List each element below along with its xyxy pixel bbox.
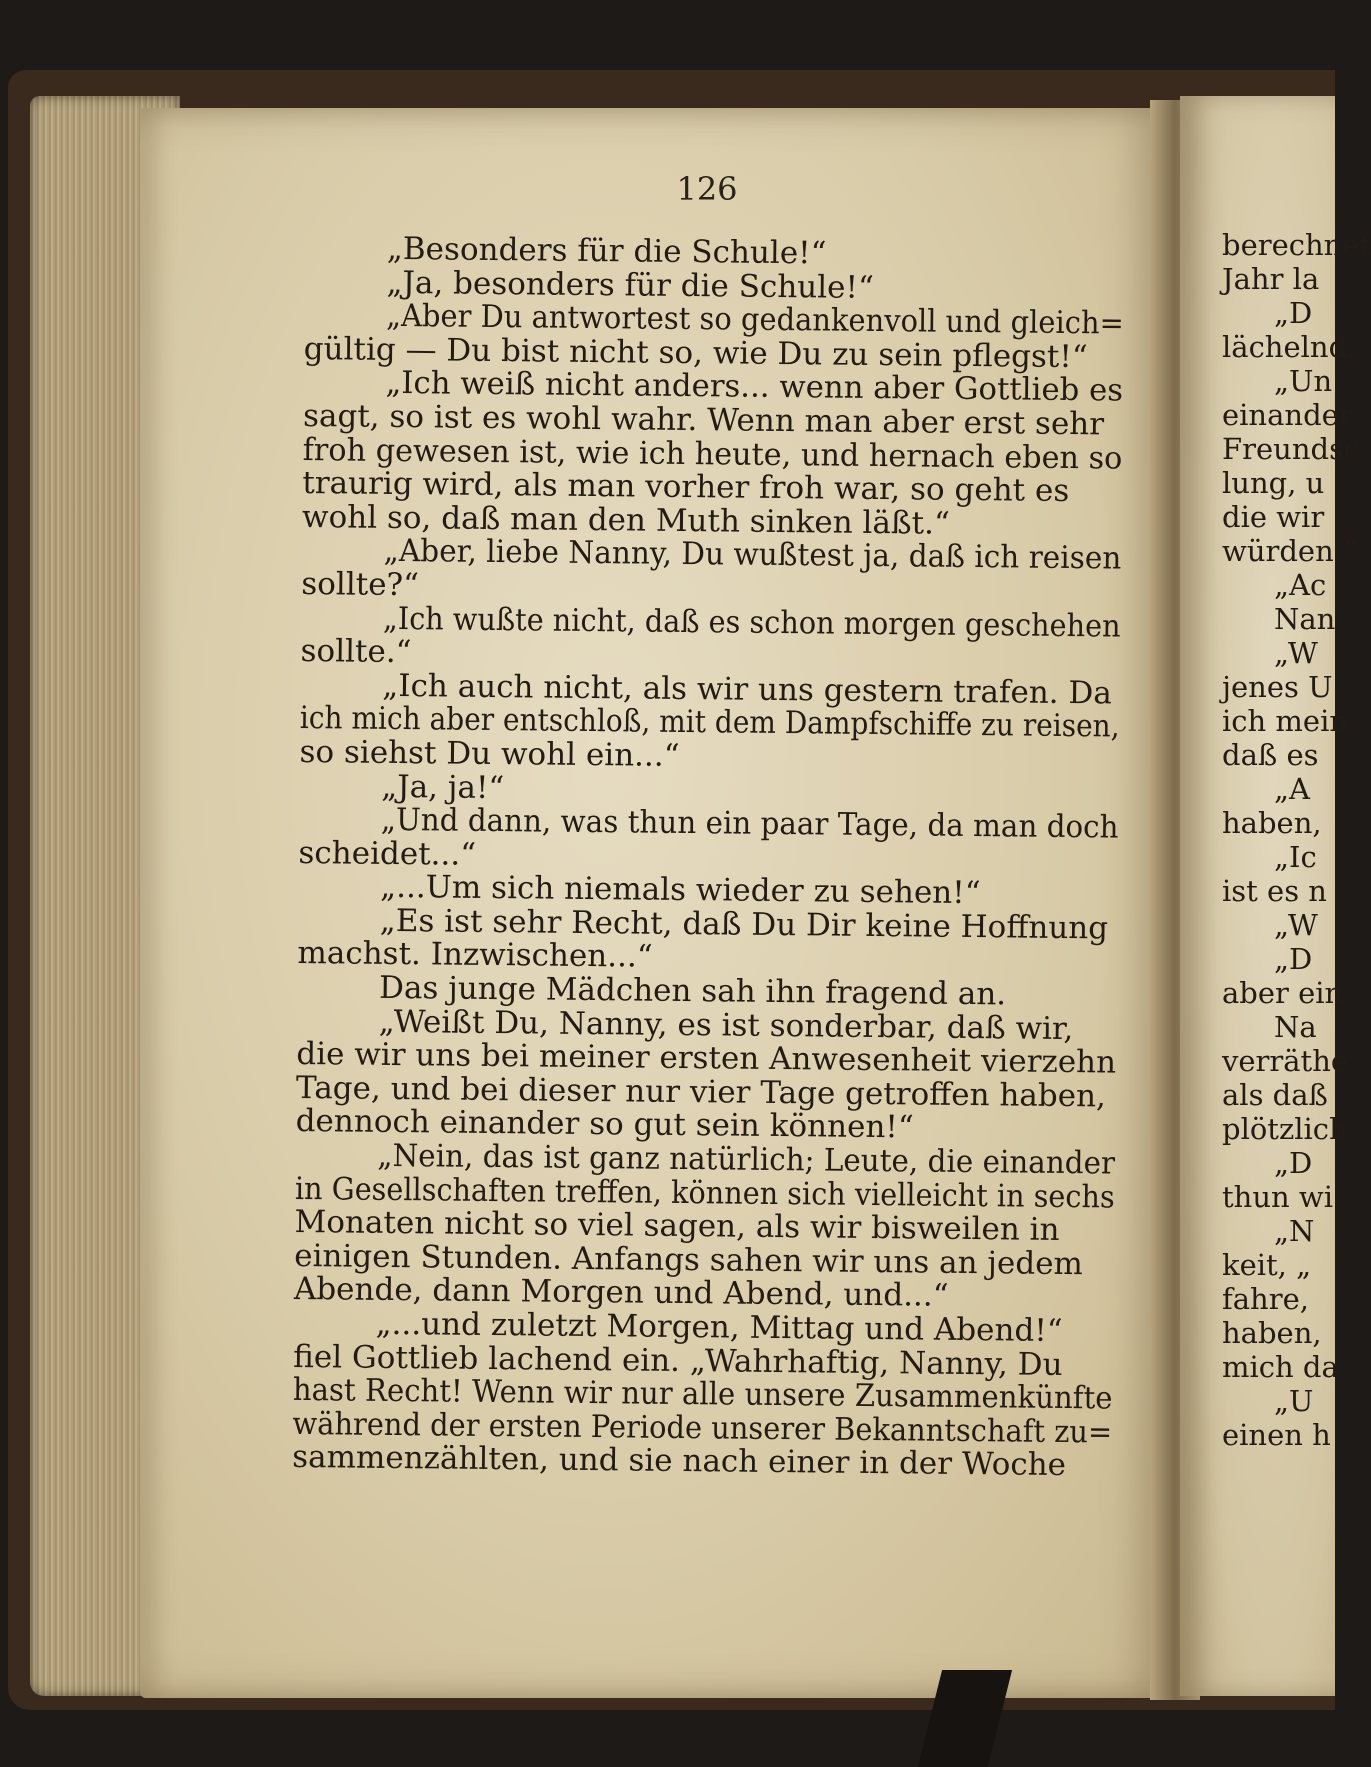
text-line: „Ja, ja!“	[381, 768, 505, 806]
text-line: aber ein	[1222, 976, 1344, 1010]
text-line: „D	[1274, 1146, 1313, 1180]
text-line: „D	[1274, 296, 1313, 330]
text-line: verräthe	[1222, 1044, 1349, 1078]
text-line: thun wi	[1222, 1180, 1334, 1214]
text-line: mich da	[1222, 1350, 1339, 1384]
text-line: haben,	[1222, 806, 1322, 840]
text-line: „...und zuletzt Morgen, Mittag und Abend!“	[375, 1305, 1063, 1349]
text-line: die wir	[1222, 500, 1325, 534]
text-line: jenes U	[1222, 670, 1333, 704]
text-line: berechnet	[1222, 228, 1371, 262]
text-line: keit, „	[1222, 1248, 1312, 1282]
text-line: plötzlich	[1222, 1112, 1348, 1146]
text-line: einander	[1222, 398, 1353, 432]
right-page-text	[1222, 228, 1371, 1452]
text-line: Das junge Mädchen sah ihn fragend an.	[378, 969, 1007, 1013]
text-line: ich mich aber entschloß, mit dem Dampfschiffe zu reisen,	[299, 700, 1120, 745]
text-line: in Gesellschaften treffen, können sich vielleicht in sechs	[294, 1170, 1115, 1216]
text-line: machst. Inzwischen...“	[297, 935, 653, 976]
text-line: „N	[1274, 1214, 1315, 1248]
text-line: haben,	[1222, 1316, 1322, 1350]
text-line: würden.“	[1222, 534, 1358, 568]
text-line: die wir uns bei meiner ersten Anwesenheit vierzehn	[296, 1036, 1117, 1081]
text-line: Na	[1274, 1010, 1317, 1044]
text-line: traurig wird, als man vorher froh war, so geht es	[302, 465, 1070, 510]
text-line: „Un	[1274, 364, 1333, 398]
text-line: „Es ist sehr Recht, daß Du Dir keine Hoffnung	[379, 902, 1109, 947]
page-number: 126	[676, 170, 738, 208]
text-line: scheidet...“	[298, 834, 477, 873]
text-line: „Besonders für die Schule!“	[386, 230, 827, 272]
text-line: „Ich auch nicht, als wir uns gestern trafen. Da	[382, 667, 1112, 712]
text-line: wohl so, daß man den Muth sinken läßt.“	[301, 498, 950, 542]
text-line: „Weißt Du, Nanny, es ist sonderbar, daß wir,	[378, 1003, 1074, 1047]
text-line: „Aber, liebe Nanny, Du wußtest ja, daß ich reisen	[383, 533, 1122, 577]
text-line: „Ac	[1274, 568, 1327, 602]
text-line: „Ic	[1274, 840, 1317, 874]
text-line: „Ja, besonders für die Schule!“	[386, 264, 874, 306]
text-line: Freundsc	[1222, 432, 1361, 466]
text-line: „W	[1274, 908, 1318, 942]
text-line: sagt, so ist es wohl wahr. Wenn man aber erst sehr	[302, 397, 1105, 443]
text-line: lächelnd.	[1222, 330, 1357, 364]
text-line: fiel Gottlieb lachend ein. „Wahrhaftig, Nanny, Du	[293, 1338, 1063, 1383]
text-line: ich mein	[1222, 704, 1349, 738]
text-line: sammenzählten, und sie nach einer in der Woche	[291, 1439, 1067, 1484]
text-line: „...Um sich niemals wieder zu sehen!“	[379, 869, 981, 912]
text-line: Abende, dann Morgen und Abend, und...“	[293, 1271, 949, 1315]
text-line: „D	[1274, 942, 1313, 976]
text-line: „Nein, das ist ganz natürlich; Leute, die einander	[377, 1137, 1116, 1182]
text-line: sollte?“	[301, 565, 420, 604]
text-line: hast Recht! Wenn wir nur alle unsere Zusammenkünfte	[292, 1372, 1113, 1417]
text-line: „A	[1274, 772, 1310, 806]
text-line: Monaten nicht so viel sagen, als wir bisweilen in	[294, 1204, 1060, 1249]
text-line: gültig — Du bist nicht so, wie Du zu sein pflegst!“	[303, 330, 1088, 375]
text-line: „U	[1274, 1384, 1314, 1418]
text-line: Tage, und bei dieser nur vier Tage getroffen haben,	[295, 1069, 1107, 1115]
text-line: lung, u	[1222, 466, 1325, 500]
text-line: sollte.“	[300, 633, 412, 671]
text-line: ist es n	[1222, 874, 1327, 908]
text-line: einigen Stunden. Anfangs sahen wir uns an jedem	[294, 1237, 1084, 1283]
text-line: so siehst Du wohl ein...“	[299, 733, 680, 774]
left-page-text	[292, 232, 1125, 1483]
text-line: als daß	[1222, 1078, 1328, 1112]
text-line: dennoch einander so gut sein können!“	[295, 1103, 914, 1146]
text-line: „Ich wußte nicht, daß es schon morgen geschehen	[382, 600, 1121, 645]
text-line: „W	[1274, 636, 1318, 670]
text-line: während der ersten Periode unserer Bekanntschaft zu=	[292, 1405, 1113, 1451]
text-line: fahre,	[1222, 1282, 1309, 1316]
text-line: „Ich weiß nicht anders... wenn aber Gottlieb es	[385, 365, 1124, 409]
text-line: „Aber Du antwortest so gedankenvoll und gleich=	[385, 298, 1124, 342]
text-line: Jahr la	[1222, 262, 1320, 296]
text-line: einen h	[1222, 1418, 1331, 1452]
text-line: Nan	[1274, 602, 1336, 636]
text-line: froh gewesen ist, wie ich heute, und hernach eben so	[302, 431, 1123, 477]
text-line: „Und dann, was thun ein paar Tage, da man doch	[380, 801, 1119, 846]
text-line: daß es	[1222, 738, 1319, 772]
